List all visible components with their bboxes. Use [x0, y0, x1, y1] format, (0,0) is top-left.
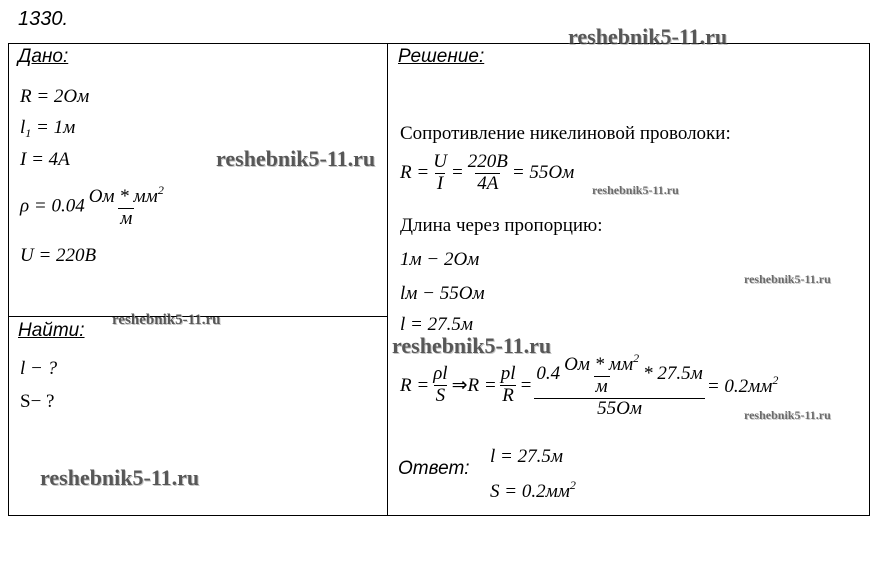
watermark-proportion: reshebnik5-11.ru [744, 272, 831, 286]
given-voltage: U = 220B [20, 245, 97, 266]
watermark-solution-mid: reshebnik5-11.ru [392, 333, 552, 358]
eq2-big-denominator: 55Ом [534, 398, 705, 420]
eq2-lhs: R = [400, 374, 430, 396]
watermark-eq2: reshebnik5-11.ru [744, 408, 831, 422]
solution-label: Решение: [398, 46, 485, 67]
table-middle-divider [387, 43, 388, 516]
table-top-border [8, 43, 870, 44]
proportion-heading: Длина через пропорцию: [400, 215, 603, 236]
table-right-border [869, 43, 870, 516]
given-length [20, 117, 75, 141]
watermark-eq1: reshebnik5-11.ru [592, 183, 679, 197]
answer-area: $S = 0.2мм^2$ [490, 478, 576, 502]
eq2-big-fraction [534, 352, 705, 420]
given-length-value: = 1м [31, 117, 76, 138]
eq2-result: = $0.2мм^2$ [706, 373, 779, 398]
given-resistivity-prefix: ρ = 0.04 [20, 195, 85, 217]
given-length-subscript: 1 [25, 126, 32, 140]
equation-ohms-law [400, 152, 574, 195]
proportion-line-1: 1м − 2Ом [400, 249, 480, 270]
answer-label: Ответ: [398, 458, 470, 479]
eq2-r: R = [467, 374, 497, 396]
eq1-lhs: R = [400, 162, 430, 184]
eq2-equals: = [519, 374, 533, 396]
watermark-find: reshebnik5-11.ru [112, 312, 221, 328]
table-bottom-border [8, 515, 870, 516]
eq2-big-numerator: 0.4 $\frac{Ом * мм^2}{м}$ * 27.5м [536, 351, 703, 397]
given-resistivity-denominator: м [120, 207, 133, 229]
watermark-top: reshebnik5-11.ru [568, 24, 728, 49]
table-left-border [8, 43, 9, 516]
given-length-symbol: l [20, 117, 26, 138]
answer-length: l = 27.5м [490, 446, 563, 467]
given-current: I = 4A [20, 149, 70, 170]
eq1-result: = 55Ом [511, 162, 575, 184]
given-resistivity-fraction [87, 184, 166, 230]
given-resistivity-numerator: Ом * $мм^2$ [88, 183, 164, 207]
find-length: l − ? [20, 358, 58, 379]
problem-number: 1330. [18, 8, 69, 30]
given-resistivity [20, 184, 168, 230]
proportion-line-2: lм − 55Ом [400, 283, 485, 304]
eq2-fraction-rho-l-over-s: $\frac{\rho l}{S}$ [433, 363, 448, 407]
find-area: S− ? [20, 391, 55, 412]
eq1-fraction-u-over-i: $\frac{U}{I}$ [433, 151, 447, 194]
eq1-equals: = [450, 162, 464, 184]
eq2-inner-fraction: $\frac{Ом * мм^2}{м}$ [564, 351, 640, 397]
eq1-fraction-values: $\frac{220B}{4A}$ [467, 151, 508, 194]
resistance-heading: Сопротивление никелиновой проволоки: [400, 123, 731, 144]
watermark-bottom-left: reshebnik5-11.ru [40, 465, 200, 490]
implies-arrow: ⇒ [451, 375, 468, 397]
equation-area [400, 352, 778, 420]
given-label: Дано: [18, 46, 69, 67]
given-resistance: R = 2Ом [20, 86, 90, 107]
proportion-result: l = 27.5м [400, 314, 473, 335]
eq2-fraction-pl-over-r: $\frac{pl}{R}$ [500, 363, 516, 407]
find-label: Найти: [18, 320, 85, 341]
watermark-given: reshebnik5-11.ru [216, 146, 376, 171]
